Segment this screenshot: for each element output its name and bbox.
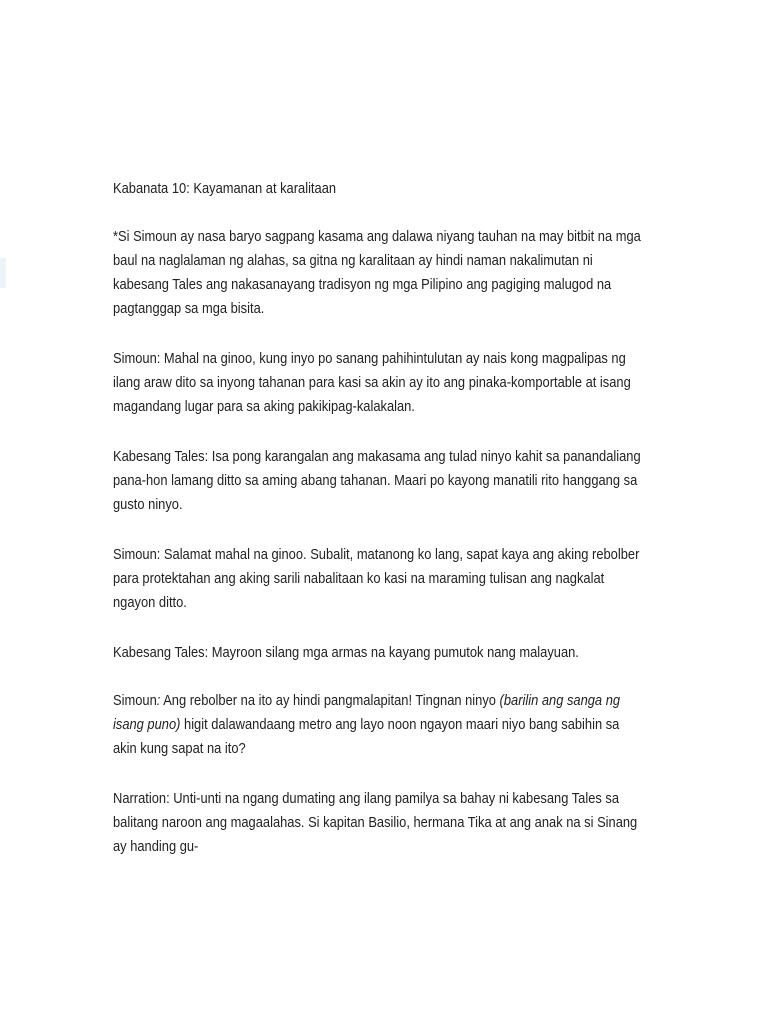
dialogue-line: : Isa pong karangalan ang makasama ang tulad ninyo kahit sa panandaliang pana-hon lamang ditto sa aming abang tahanan. Maari po kayong manatili rito hanggang sa gusto ninyo.	[113, 448, 641, 513]
stage-direction: (barilin ang sanga ng isang puno)	[113, 692, 621, 733]
dialogue-line: Salamat mahal na ginoo. Subalit, matanong ko lang, sapat kaya ang aking rebolber para protektahan ang aking sarili nabalitaan ko kasi na maraming tulisan ang nagkalat ngayon ditto.	[113, 546, 640, 611]
dialogue-tales-2	[113, 641, 643, 665]
speaker-label: Simoun	[113, 692, 157, 709]
dialogue-simoun-2	[113, 543, 643, 615]
speaker-label: Simoun:	[113, 546, 161, 563]
dialogue-simoun-1	[113, 347, 643, 419]
speaker-label: Kabesang Tales	[113, 448, 205, 465]
dialogue-line: higit dalawandaang metro ang layo noon ngayon maari niyo bang sabihin sa akin kung sapat na ito?	[113, 716, 620, 757]
dialogue-line: Ang rebolber na ito ay hindi pangmalapitan! Tingnan ninyo	[160, 692, 500, 709]
dialogue-simoun-3	[113, 689, 643, 761]
intro-paragraph: *Si Simoun ay nasa baryo sagpang kasama ang dalawa niyang tauhan na may bitbit na mga baul na naglalaman ng alahas, sa gitna ng karalitaan ay hindi naman nakalimutan ni kabesang Tales ang nakasanayang tradisyon ng mga Pilipino ang pagiging malugod na pagtanggap sa mga bisita.	[113, 228, 641, 317]
left-edge-marker	[0, 258, 6, 288]
speaker-colon: :	[156, 692, 161, 709]
narration-paragraph	[113, 787, 643, 859]
speaker-label: Narration	[113, 790, 167, 807]
dialogue-line: : Unti-unti na ngang dumating ang ilang pamilya sa bahay ni kabesang Tales sa balitang naroon ang magaalahas. Si kapitan Basilio, hermana Tika at ang anak na si Sinang ay handing gu-	[113, 790, 638, 855]
dialogue-line: Mahal na ginoo, kung inyo po sanang pahihintulutan ay nais kong magpalipas ng ilang araw dito sa inyong tahanan para kasi sa akin ay ito ang pinaka-komportable at isang magandang lugar para sa aking pakikipag-kalakalan.	[113, 350, 631, 415]
chapter-title: Kabanata 10: Kayamanan at karalitaan	[113, 180, 337, 197]
speaker-label: Simoun:	[113, 350, 161, 367]
document-body	[113, 178, 643, 885]
speaker-label: Kabesang Tales	[113, 644, 205, 661]
dialogue-tales-1	[113, 445, 643, 517]
dialogue-line: : Mayroon silang mga armas na kayang pumutok nang malayuan.	[204, 644, 579, 661]
